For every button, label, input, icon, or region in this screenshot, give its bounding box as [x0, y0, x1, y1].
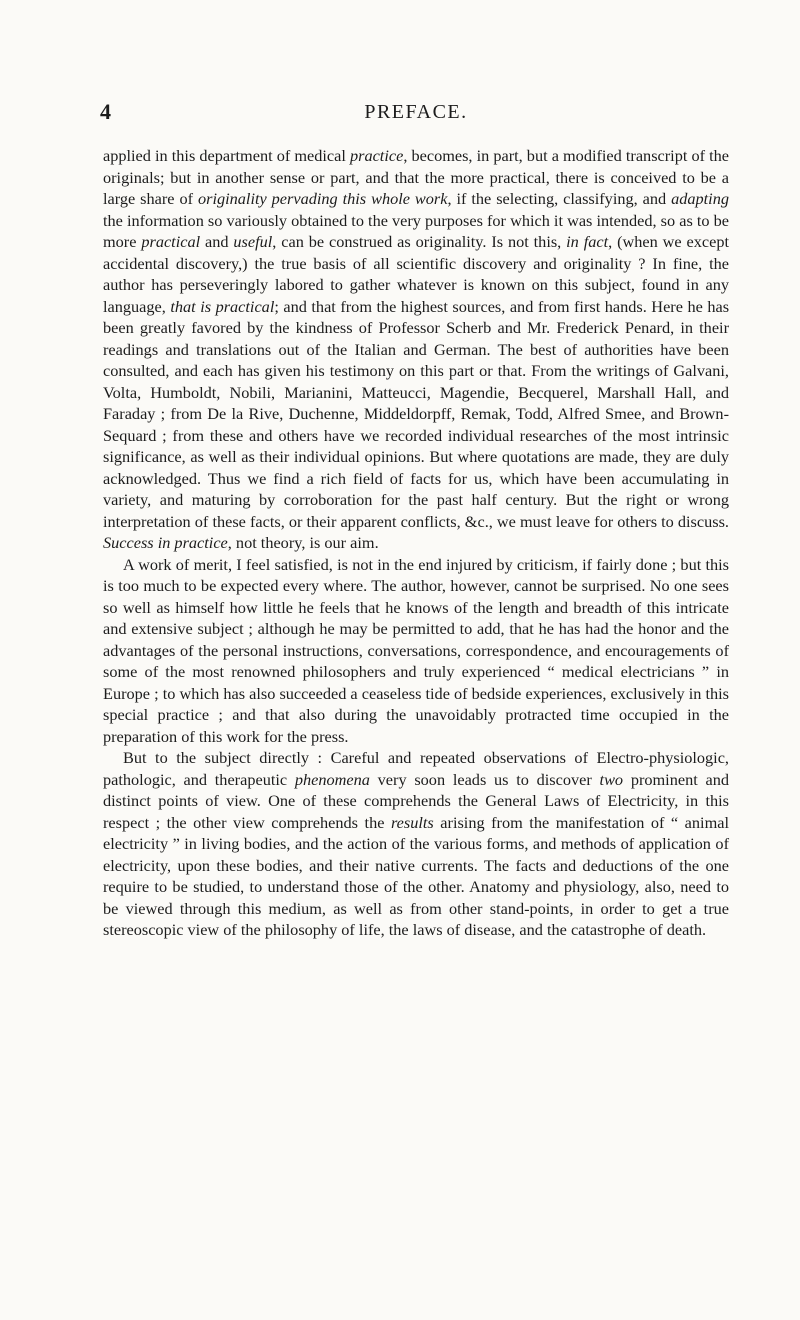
- running-title: PREFACE.: [364, 101, 468, 123]
- running-head: [100, 98, 732, 126]
- italic-text: adapting: [671, 189, 729, 208]
- italic-text: practice: [349, 146, 404, 165]
- italic-text: Success in practice: [103, 533, 228, 552]
- text-run: A work of merit, I feel satisfied, is not in the end injured by criticism, if fairly done ; but this is too much to be expected every where. The author, however, cannot be surprised. No one sees so well as himself how little he feels that he knows of the length and breadth of this intricate and extensive subject ; although he may be permitted to add, that he has had the honor and the advantages of the personal instructions, conversations, correspondence, and encouragements of some of the most renowned philosophers and truly experienced “ medical electricians ” in Europe ; to which has also succeeded a ceaseless tide of bedside experiences, exclusively in this special practice ; and that also during the unavoidably protracted time occupied in the preparation of this work for the press.: [103, 554, 729, 746]
- italic-text: practical: [141, 232, 201, 251]
- text-run: , can be construed as originality. Is not this,: [272, 232, 567, 251]
- italic-text: two: [599, 769, 624, 789]
- text-run: , if the selecting, classifying, and: [447, 189, 672, 208]
- text-run: , (when we except accidental discovery,) the true basis of all scientific discovery and originality ? In fine, the author has perseveringly labored to gather whatever is known on this subject, found in any language,: [103, 232, 729, 316]
- italic-text: phenomena: [294, 769, 370, 789]
- text-run: the information so variously obtained to the very purposes for which it was intended, so as to be more: [103, 210, 729, 251]
- paragraph: [103, 747, 729, 941]
- text-run: , not theory, is our aim.: [227, 533, 379, 552]
- text-run: and: [200, 232, 234, 251]
- page-number: 4: [100, 99, 111, 124]
- text-run: prominent and distinct points of view. One of these comprehends the General Laws of Electricity, in this respect ; the other view comprehends the: [103, 769, 729, 832]
- italic-text: results: [390, 812, 434, 832]
- text-run: applied in this department of medical: [103, 146, 350, 165]
- text-run: arising from the manifestation of “ animal electricity ” in living bodies, and the action of the various forms, and methods of application of electricity, upon these bodies, and their native currents. The facts and deductions of the one require to be studied, to understand those of the other. Anatomy and physiology, also, need to be viewed through this medium, as well as from other stand-points, in order to get a true stereoscopic view of the philosophy of life, the laws of disease, and the catastrophe of death.: [103, 812, 729, 939]
- italic-text: originality pervading this whole work: [197, 189, 448, 208]
- text-run: , becomes, in part, but a modified transcript of the originals; but in another sense or part, and that the more practical, there is conceived to be a large share of: [103, 146, 730, 208]
- paragraph: [103, 554, 729, 748]
- paragraph: [103, 145, 729, 554]
- text-run: But to the subject directly : Careful and repeated observations of Electro-physiologic, pathologic, and therapeutic: [103, 748, 729, 789]
- body-text: [103, 145, 729, 941]
- text-run: very soon leads us to discover: [369, 769, 600, 789]
- italic-text: useful: [233, 232, 273, 251]
- italic-text: that is practical: [170, 296, 275, 316]
- italic-text: in fact: [566, 232, 609, 251]
- text-run: ; and that from the highest sources, and from first hands. Here he has been greatly favored by the kindness of Professor Scherb and Mr. Frederick Penard, in their readings and translations out of the Italian and German. The best of authorities have been consulted, and each has given his testimony on this part or that. From the writings of Galvani, Volta, Humboldt, Nobili, Marianini, Matteucci, Magendie, Becquerel, Marshall Hall, and Faraday ; from De la Rive, Duchenne, Middeldorpff, Remak, Todd, Alfred Smee, and Brown-Sequard ; from these and others have we recorded individual researches of the most intrinsic significance, as well as their individual opinions. But where quotations are made, they are duly acknowledged. Thus we find a rich field of facts for us, which have been accumulating in variety, and maturing by corroboration for the past half century. But the right or wrong interpretation of these facts, or their apparent conflicts, &c., we must leave for others to discuss.: [103, 296, 730, 531]
